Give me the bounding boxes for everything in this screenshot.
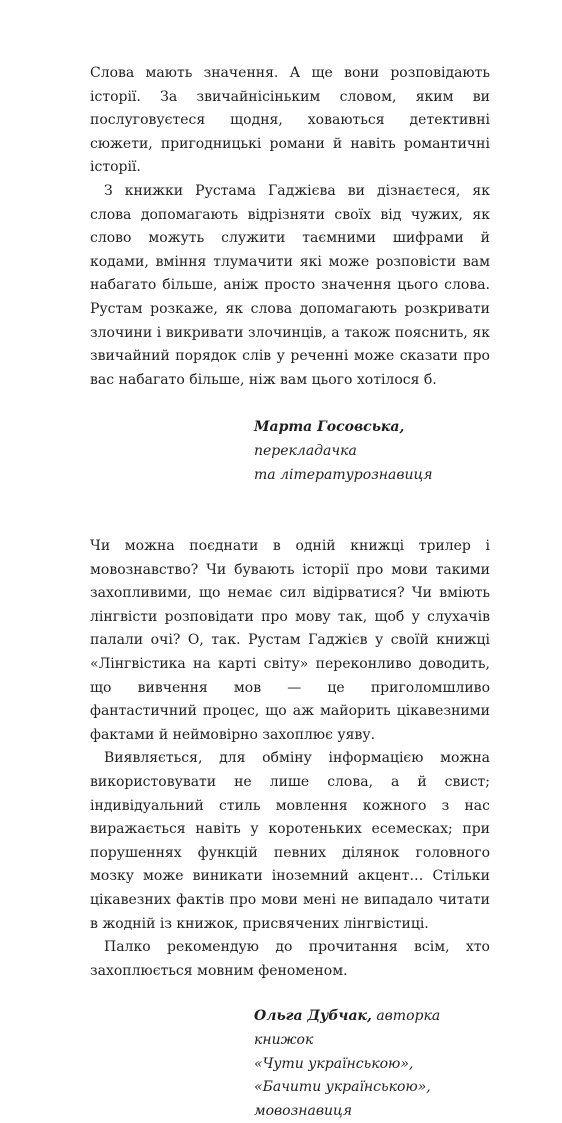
review2-paragraph-2: Виявляється, для обміну інформацією можна використовувати не лише слова, а й свист; індивідуальний стиль мовлення кожного з нас виражається навіть у коротеньких есемесках; при порушеннях функцій певних ділянок головного мозку може виникати іноземний акцент… Стільки цікавезних фактів про мови мені не випадало читати в жодній із книжок, присвячених лінгвістиці. [90,750,490,932]
book-page [90,62,490,1123]
review-marta-gosovska [90,62,490,487]
review1-signature [254,416,490,487]
review2-author-role-2: «Чути українською», [254,1055,414,1072]
review2-paragraph-1: Чи можна поєднати в одній книжці трилер і мовознавство? Чи бувають історії про мови такими захопливими, що немає сил відірватися? Чи вміють лінгвісти розповідати про мову так, щоб у слухачів палали очі? О, так. Рустам Гаджієв у своїй книжці «Лінгвістика на карті світу» переконливо доводить, що вивчення мов — це приголомшливо фантастичний процес, що аж майорить цікавезними фактами й неймовірно захоплює уяву. [90,538,490,743]
review1-paragraph-2: З книжки Рустама Гаджієва ви дізнаєтеся, як слова допомагають відрізняти своїх від чужих, як слово можуть служити таємними шифрами й кодами, вміння тлумачити які може розповісти вам набагато більше, аніж просто значення цього слова. Рустам розкаже, як слова допомагають розкривати злочини і викривати злочинців, а також пояснить, як звичайний порядок слів у реченні може сказати про вас набагато більше, ніж вам цього хотілося б. [90,182,490,388]
review2-author-role-3a: «Бачити українською», [254,1079,431,1096]
review1-author-role-1: перекладачка [254,442,357,459]
review1-paragraph-1: Слова мають значення. А ще вони розповідають історії. За звичайнісіньким словом, яким ви послуговуєтеся щодня, ховаються детективні сюжети, пригодницькі романи й навіть романтичні історії. [90,65,490,176]
review-olga-dubchak [90,535,490,1123]
review2-author-role-1: авторка книжок [254,1008,441,1048]
review2-author-name: Ольга Дубчак, [254,1008,372,1025]
review1-author-role-2: та літературознавиця [254,466,433,483]
review2-author-role-3b: мовознавиця [254,1102,353,1119]
review2-paragraph-3: Палко рекомендую до прочитання всім, хто захоплюється мовним феноменом. [90,939,490,979]
review1-author-name: Марта Госовська, [254,419,405,436]
section-spacer [90,487,490,535]
review2-signature [254,1005,490,1123]
